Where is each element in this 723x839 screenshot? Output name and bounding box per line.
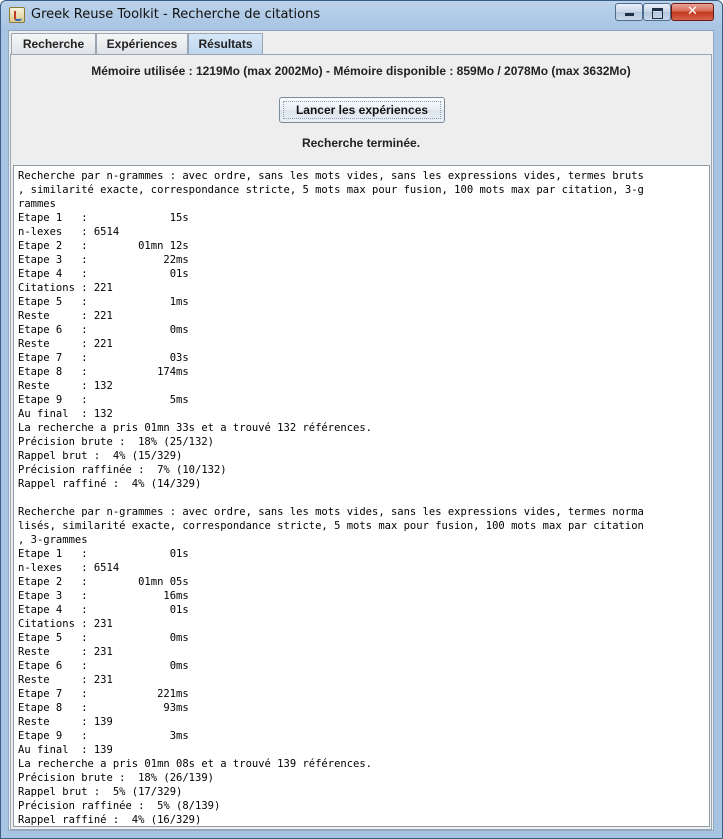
output-line: Etape 8 : 93ms [18, 702, 189, 714]
output-line: Reste : 231 [18, 646, 113, 658]
output-line: Citations : 231 [18, 618, 113, 630]
run-experiments-label: Lancer les expériences [295, 103, 429, 117]
output-line: Etape 3 : 22ms [18, 254, 189, 266]
output-line: n-lexes : 6514 [18, 226, 120, 238]
output-line: Rappel raffiné : 4% (14/329) [18, 478, 202, 490]
results-output-area[interactable] [13, 165, 710, 827]
output-line: Etape 4 : 01s [18, 268, 189, 280]
output-line: n-lexes : 6514 [18, 562, 120, 574]
output-line: Etape 5 : 0ms [18, 632, 189, 644]
output-line: Précision brute : 18% (26/139) [18, 772, 214, 784]
output-line: , similarité exacte, correspondance stricte, 5 mots max pour fusion, 100 mots max par citation, 3-g [18, 184, 644, 196]
output-line: Précision raffinée : 7% (10/132) [18, 464, 227, 476]
output-line: Rappel raffiné : 4% (16/329) [18, 814, 202, 826]
output-line: Rappel brut : 5% (17/329) [18, 786, 183, 798]
search-status: Recherche terminée. [301, 136, 421, 150]
tab-experiences[interactable]: Expériences [96, 33, 188, 54]
maximize-button[interactable] [643, 3, 671, 21]
tab-resultats[interactable]: Résultats [188, 33, 263, 55]
output-line: Rappel brut : 4% (15/329) [18, 450, 183, 462]
output-line: Etape 6 : 0ms [18, 660, 189, 672]
results-panel [10, 54, 712, 830]
minimize-button[interactable] [615, 3, 643, 21]
title-bar[interactable] [1, 1, 722, 30]
output-line: Recherche par n-grammes : avec ordre, sans les mots vides, sans les expressions vides, termes norma [18, 506, 644, 518]
output-line: Précision raffinée : 5% (8/139) [18, 800, 221, 812]
output-line: Reste : 139 [18, 716, 113, 728]
output-line: Etape 1 : 01s [18, 548, 189, 560]
output-line: Etape 3 : 16ms [18, 590, 189, 602]
output-line: Recherche par n-grammes : avec ordre, sans les mots vides, sans les expressions vides, termes bruts [18, 170, 644, 182]
output-line: La recherche a pris 01mn 33s et a trouvé 132 références. [18, 422, 373, 434]
output-line: Au final : 132 [18, 408, 113, 420]
output-line: , 3-grammes [18, 534, 88, 546]
output-line: Reste : 221 [18, 310, 113, 322]
output-line [18, 491, 708, 505]
close-icon: ✕ [687, 4, 698, 19]
java-app-icon[interactable] [9, 7, 25, 23]
output-line: Etape 8 : 174ms [18, 366, 189, 378]
output-line: Citations : 221 [18, 282, 113, 294]
maximize-icon [652, 8, 663, 19]
results-text [18, 169, 708, 827]
close-button[interactable] [671, 3, 714, 21]
output-line: Précision brute : 18% (25/132) [18, 436, 214, 448]
output-line: Etape 2 : 01mn 12s [18, 240, 189, 252]
window-client-area [8, 30, 714, 831]
output-line: Etape 2 : 01mn 05s [18, 576, 189, 588]
output-line: Etape 4 : 01s [18, 604, 189, 616]
output-line: La recherche a pris 01mn 08s et a trouvé 139 références. [18, 758, 373, 770]
output-line: Etape 5 : 1ms [18, 296, 189, 308]
output-line: Etape 1 : 15s [18, 212, 189, 224]
output-line: lisés, similarité exacte, correspondance stricte, 5 mots max pour fusion, 100 mots max par citation [18, 520, 644, 532]
output-line: Reste : 132 [18, 380, 113, 392]
output-line: Au final : 139 [18, 744, 113, 756]
output-line: Etape 9 : 3ms [18, 730, 189, 742]
output-line: rammes [18, 198, 56, 210]
minimize-icon [625, 13, 634, 16]
window-title: Greek Reuse Toolkit - Recherche de citations [31, 7, 321, 22]
output-line: Reste : 221 [18, 338, 113, 350]
output-line: Etape 7 : 03s [18, 352, 189, 364]
tab-recherche[interactable]: Recherche [11, 33, 96, 54]
memory-status: Mémoire utilisée : 1219Mo (max 2002Mo) - Mémoire disponible : 859Mo / 2078Mo (max 3632Mo) [91, 64, 631, 78]
output-line: Etape 7 : 221ms [18, 688, 189, 700]
output-line: Reste : 231 [18, 674, 113, 686]
run-experiments-button[interactable] [279, 97, 445, 123]
output-line: Etape 9 : 5ms [18, 394, 189, 406]
output-line: Etape 6 : 0ms [18, 324, 189, 336]
